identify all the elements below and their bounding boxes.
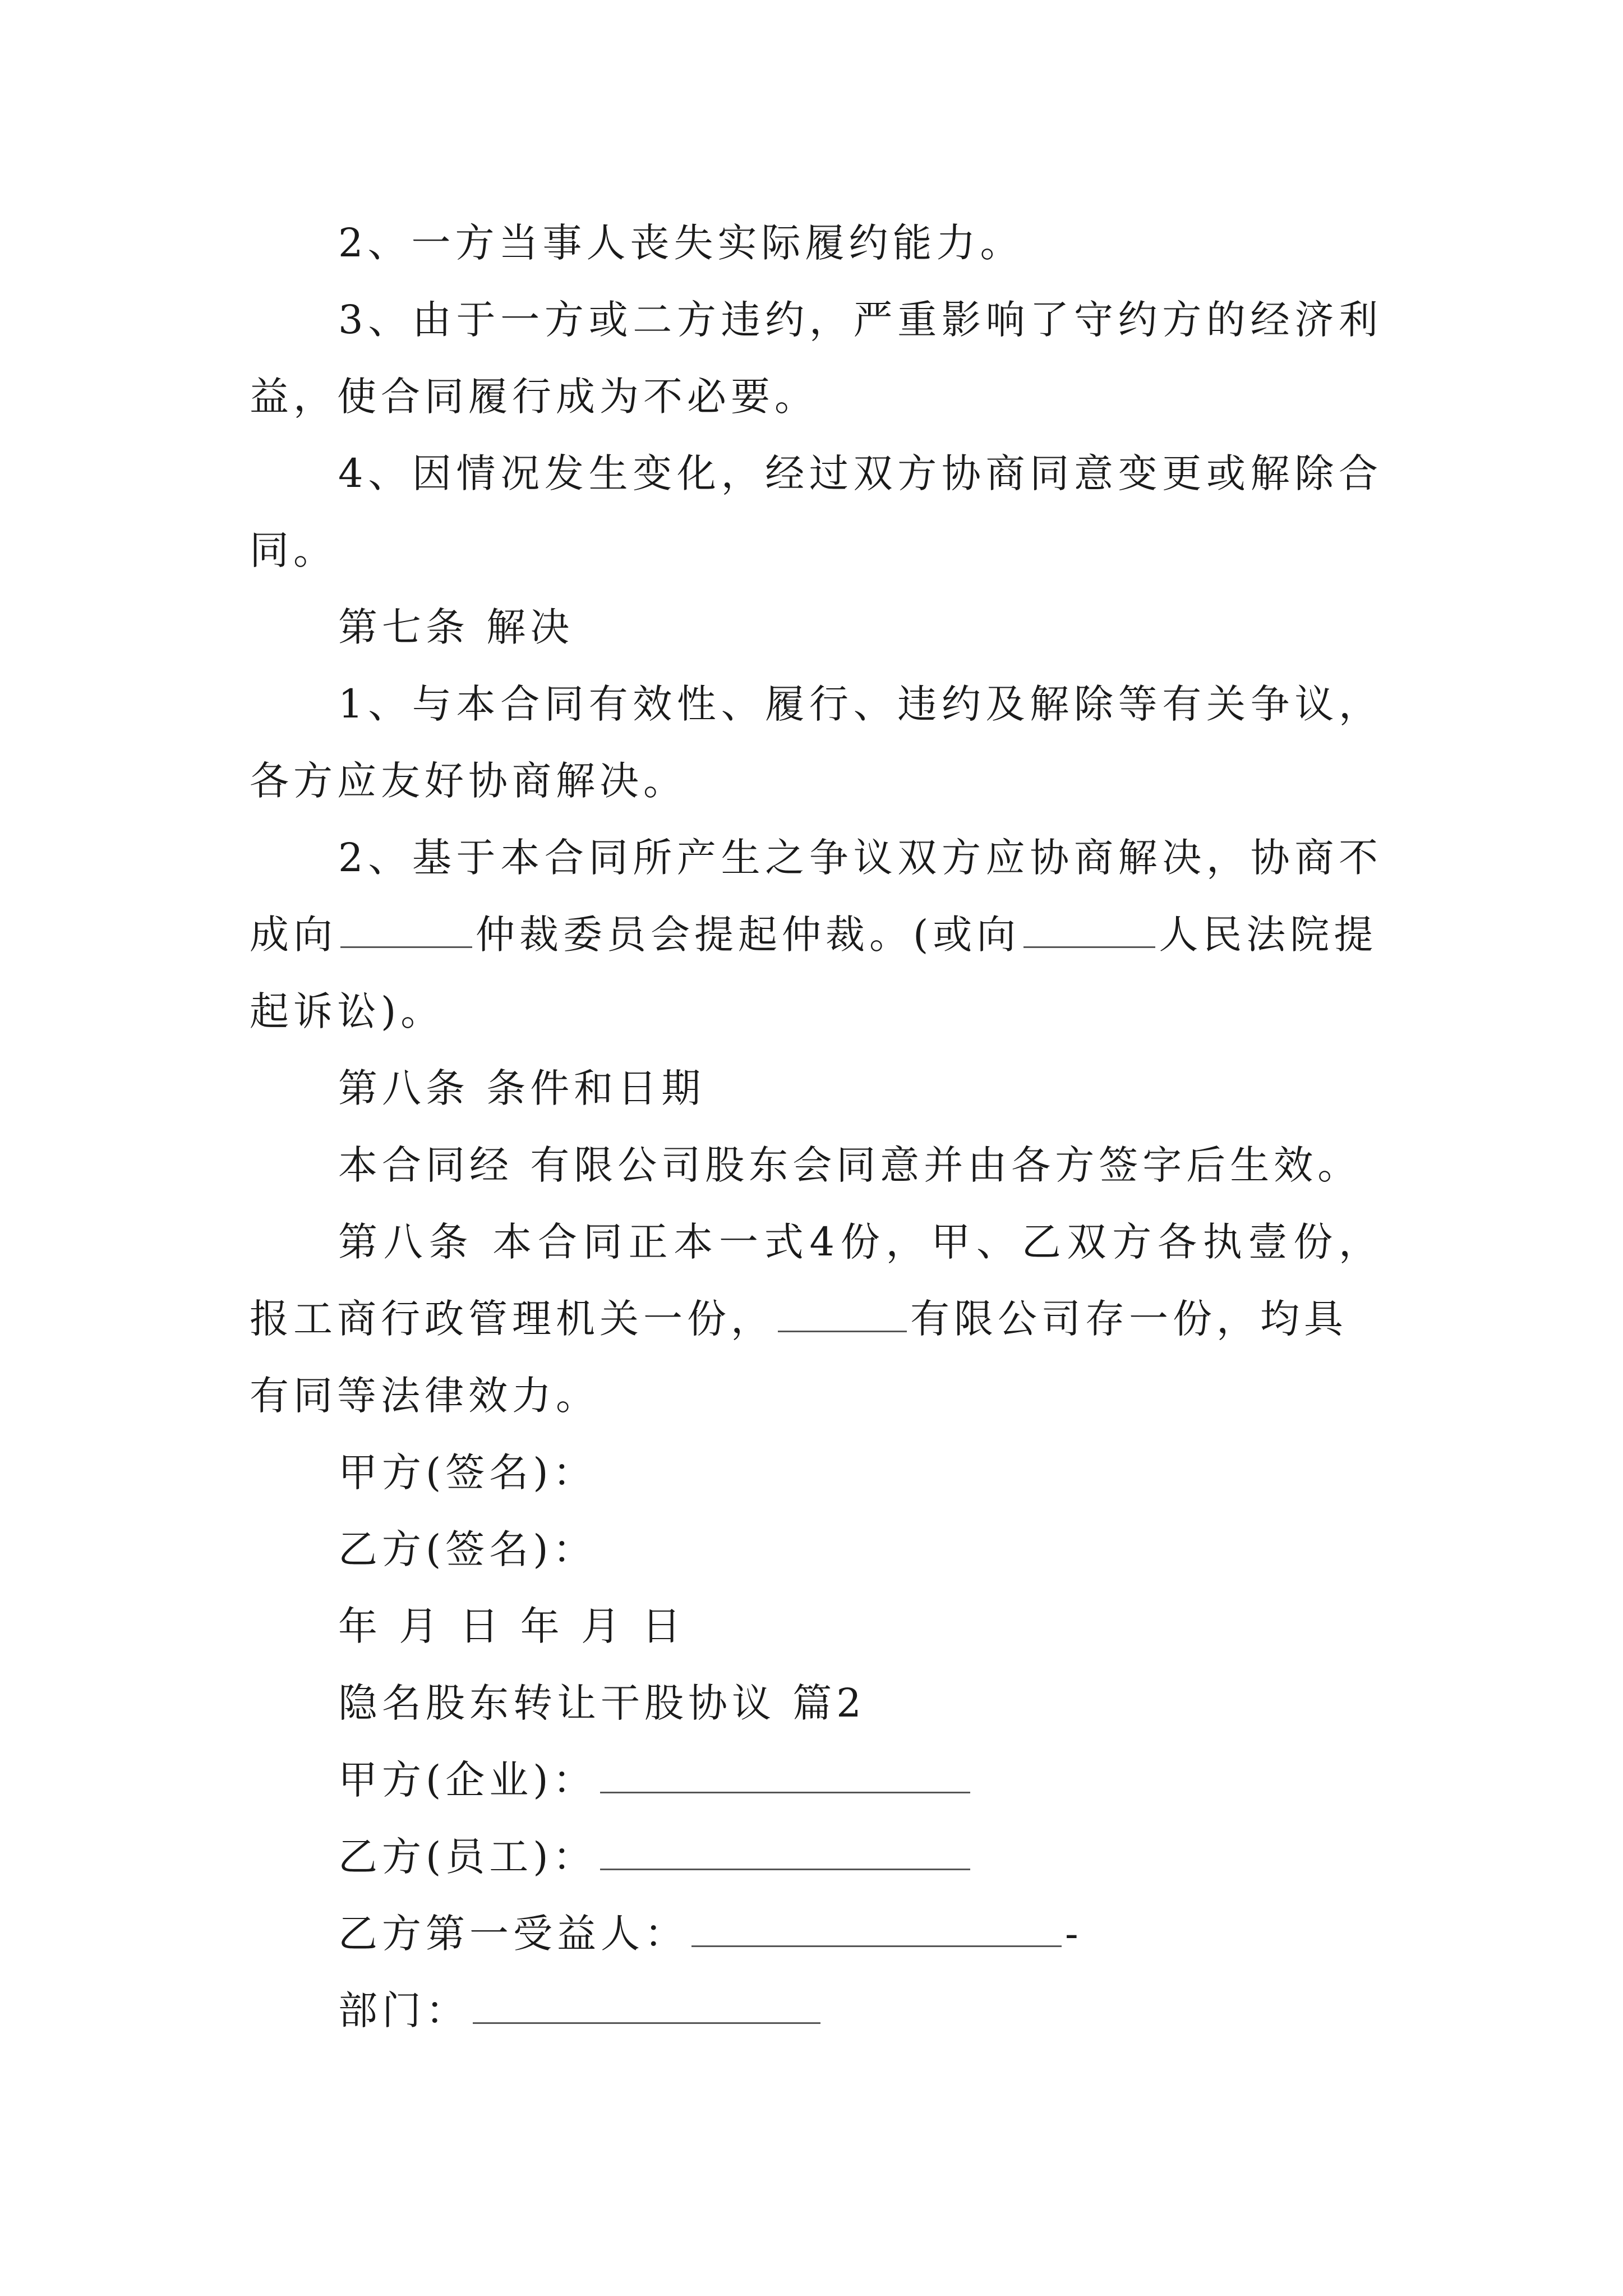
- party-line: [250, 1819, 1382, 1895]
- document-page: [250, 205, 1382, 2049]
- text-segment: 有限公司存一份，均具: [910, 1296, 1348, 1342]
- clause-line: 本合同经 有限公司股东会同意并由各方签字后生效。: [338, 1142, 1362, 1188]
- fill-blank[interactable]: [691, 1913, 1062, 1947]
- clause-line: 起诉讼)。: [250, 988, 445, 1034]
- party-line: [250, 1742, 1382, 1819]
- signature-line: 乙方(签名)：: [338, 1526, 597, 1572]
- field-label: 乙方(员工)：: [338, 1834, 597, 1880]
- party-line: [250, 1972, 1382, 2049]
- signature-line: 甲方(签名)：: [338, 1450, 597, 1496]
- fill-blank[interactable]: [778, 1298, 907, 1332]
- clause-line: [250, 1281, 1382, 1358]
- fill-blank[interactable]: [600, 1759, 970, 1793]
- clause-line: 3、由于一方或二方违约，严重影响了守约方的经济利: [338, 297, 1382, 343]
- clause-line: 同。: [250, 527, 337, 573]
- date-line: 年 月 日 年 月 日: [338, 1603, 686, 1649]
- clause-line: 益，使合同履行成为不必要。: [250, 374, 818, 420]
- fill-blank[interactable]: [1023, 914, 1155, 948]
- article-heading: 第七条 解决: [338, 604, 574, 650]
- party-line: [250, 1895, 1382, 1972]
- section-title: 隐名股东转让干股协议 篇2: [338, 1680, 866, 1726]
- fill-blank[interactable]: [340, 914, 472, 948]
- field-label: 甲方(企业)：: [338, 1757, 597, 1803]
- clause-line: 1、与本合同有效性、履行、违约及解除等有关争议，: [338, 681, 1382, 727]
- field-label: 乙方第一受益人：: [338, 1911, 688, 1957]
- clause-line: [250, 896, 1382, 973]
- fill-blank[interactable]: [473, 1990, 820, 2024]
- fill-blank[interactable]: [600, 1836, 970, 1870]
- clause-line: 2、基于本合同所产生之争议双方应协商解决，协商不: [338, 835, 1382, 881]
- clause-line: 4、因情况发生变化，经过双方协商同意变更或解除合: [338, 450, 1382, 496]
- text-segment: 仲裁委员会提起仲裁。(或向: [476, 912, 1021, 958]
- article-heading: 第八条 条件和日期: [338, 1065, 706, 1111]
- clause-line: 有同等法律效力。: [250, 1373, 600, 1419]
- text-segment: 成向: [250, 912, 337, 958]
- field-label: 部门：: [338, 1987, 469, 2033]
- text-segment: 报工商行政管理机关一份，: [250, 1296, 774, 1342]
- clause-line: 各方应友好协商解决。: [250, 758, 687, 804]
- clause-line: 第八条 本合同正本一式4份，甲、乙双方各执壹份，: [338, 1219, 1382, 1265]
- text-segment: 人民法院提: [1159, 912, 1378, 958]
- text-segment: -: [1065, 1911, 1083, 1957]
- clause-line: 2、一方当事人丧失实际履约能力。: [338, 220, 1024, 266]
